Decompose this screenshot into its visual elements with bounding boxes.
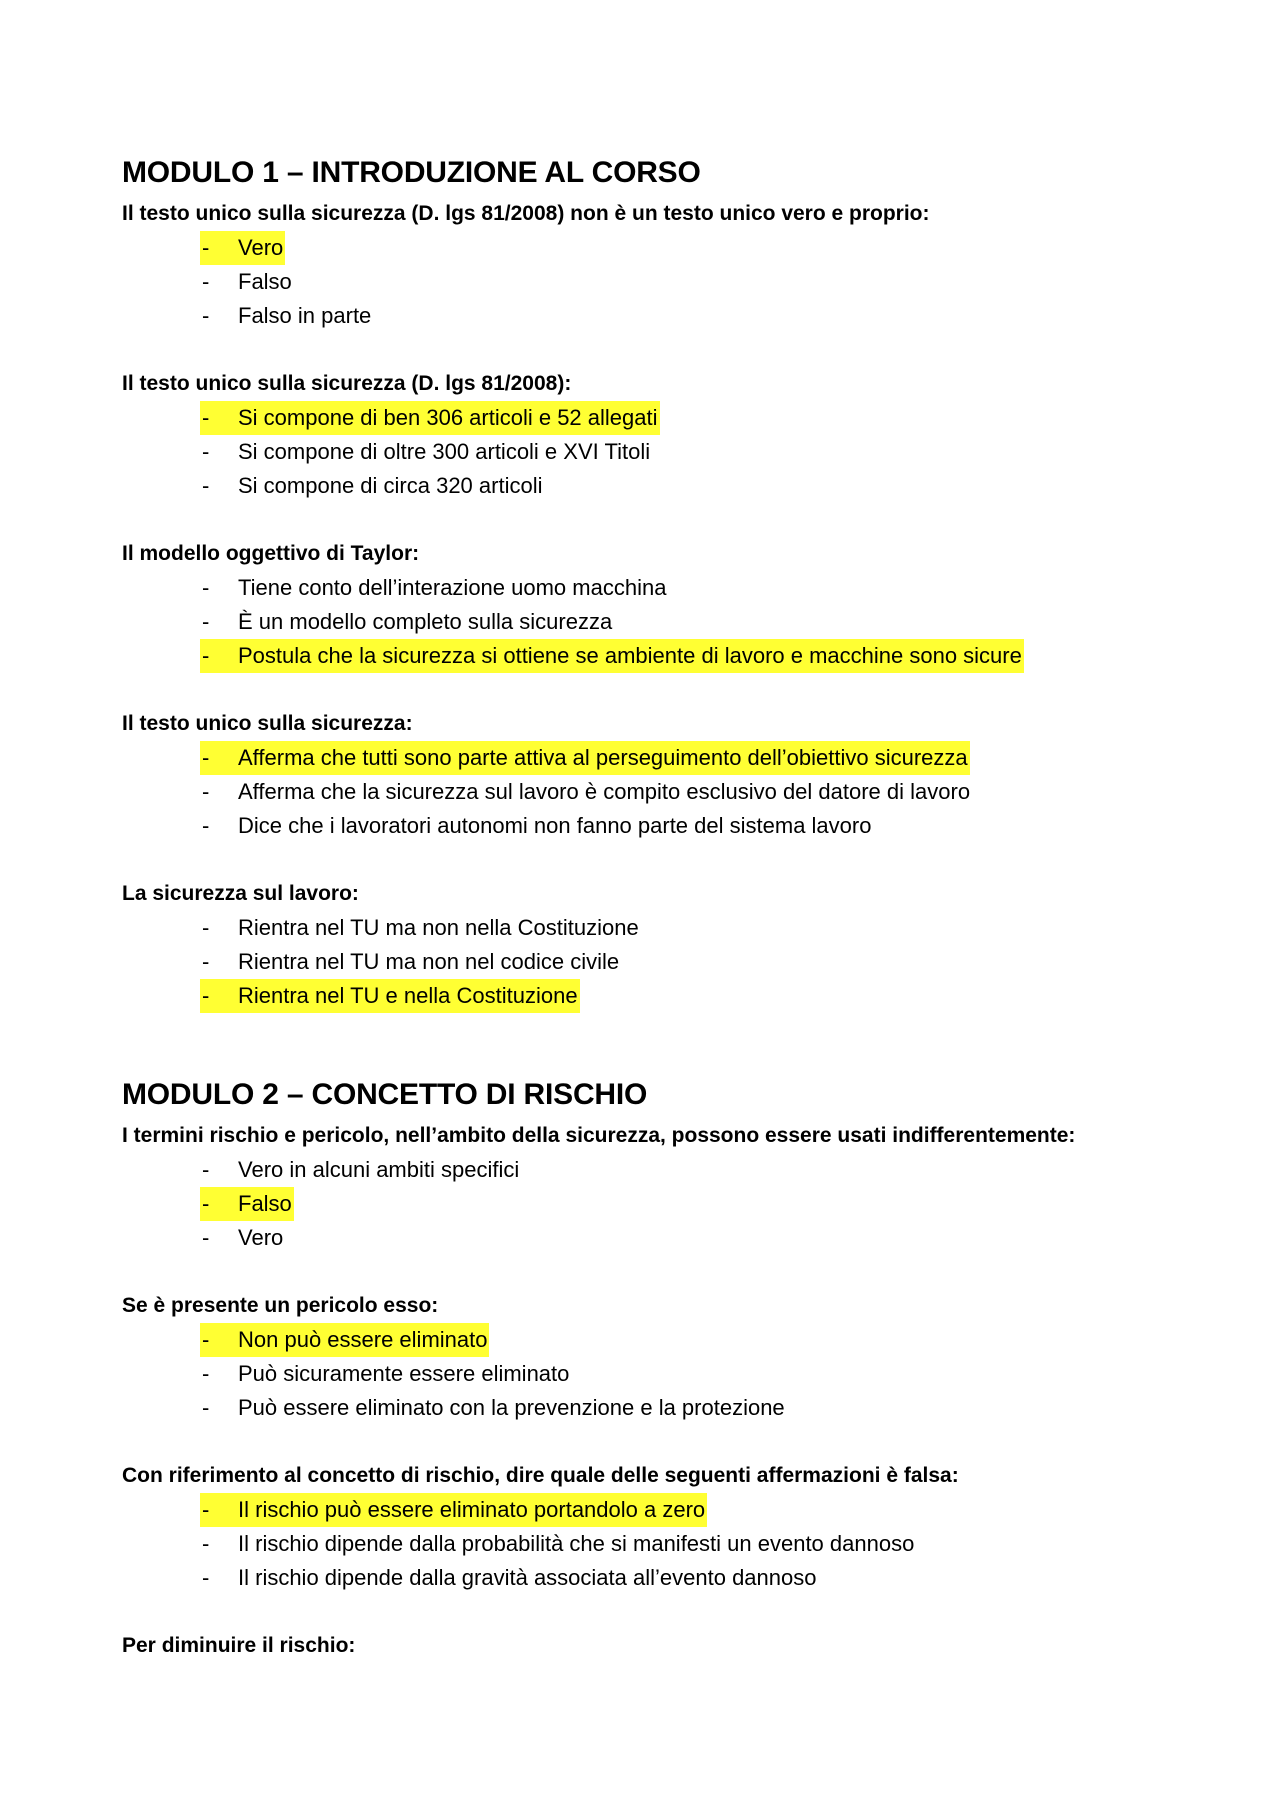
question bbox=[122, 877, 1220, 1013]
question-text: Il modello oggettivo di Taylor: bbox=[122, 542, 420, 565]
answer-list bbox=[122, 231, 1220, 333]
answer-text: Rientra nel TU ma non nel codice civile bbox=[238, 949, 620, 974]
question-text: Per diminuire il rischio: bbox=[122, 1634, 356, 1657]
answer-text: Si compone di oltre 300 articoli e XVI Titoli bbox=[238, 439, 651, 464]
answer bbox=[122, 1561, 1220, 1595]
question bbox=[122, 707, 1220, 843]
answer bbox=[122, 299, 1220, 333]
list-dash: - bbox=[202, 1531, 210, 1556]
answer-text: Afferma che tutti sono parte attiva al perseguimento dell’obiettivo sicurezza bbox=[238, 741, 970, 775]
answer-text: Postula che la sicurezza si ottiene se ambiente di lavoro e macchine sono sicure bbox=[238, 639, 1024, 673]
answer-text: Può essere eliminato con la prevenzione e la protezione bbox=[238, 1395, 785, 1420]
answer-correct bbox=[122, 401, 1220, 435]
question bbox=[122, 1289, 1220, 1425]
answer-correct bbox=[122, 1187, 1220, 1221]
answer-text: Rientra nel TU e nella Costituzione bbox=[238, 979, 580, 1013]
list-dash: - bbox=[200, 639, 238, 673]
answer-text: Falso bbox=[238, 269, 292, 294]
list-dash: - bbox=[202, 439, 210, 464]
module-1 bbox=[122, 155, 1220, 1013]
list-dash: - bbox=[202, 915, 210, 940]
list-dash: - bbox=[202, 575, 210, 600]
answer-text: È un modello completo sulla sicurezza bbox=[238, 609, 613, 634]
answer-text: Rientra nel TU ma non nella Costituzione bbox=[238, 915, 639, 940]
question-text: Con riferimento al concetto di rischio, dire quale delle seguenti affermazioni è falsa: bbox=[122, 1464, 959, 1487]
answer-list bbox=[122, 741, 1220, 843]
list-dash: - bbox=[200, 401, 238, 435]
answer-text: Falso bbox=[238, 1187, 294, 1221]
list-dash: - bbox=[202, 1395, 210, 1420]
answer-correct bbox=[122, 639, 1220, 673]
answer bbox=[122, 1391, 1220, 1425]
answer-text: Falso in parte bbox=[238, 303, 372, 328]
module-title: MODULO 2 – CONCETTO DI RISCHIO bbox=[122, 1078, 648, 1111]
answer-correct bbox=[122, 1493, 1220, 1527]
list-dash: - bbox=[202, 609, 210, 634]
answer bbox=[122, 469, 1220, 503]
list-dash: - bbox=[202, 813, 210, 838]
answer-text: Afferma che la sicurezza sul lavoro è compito esclusivo del datore di lavoro bbox=[238, 779, 971, 804]
list-dash: - bbox=[202, 949, 210, 974]
question-text: Il testo unico sulla sicurezza (D. lgs 81/2008) non è un testo unico vero e proprio: bbox=[122, 202, 930, 225]
module-title: MODULO 1 – INTRODUZIONE AL CORSO bbox=[122, 156, 701, 189]
answer-text: Dice che i lavoratori autonomi non fanno parte del sistema lavoro bbox=[238, 813, 872, 838]
answer-list bbox=[122, 1153, 1220, 1255]
list-dash: - bbox=[200, 979, 238, 1013]
list-dash: - bbox=[202, 1361, 210, 1386]
question bbox=[122, 1629, 1220, 1663]
answer-text: Vero in alcuni ambiti specifici bbox=[238, 1157, 520, 1182]
question bbox=[122, 1459, 1220, 1595]
answer-text: Tiene conto dell’interazione uomo macchina bbox=[238, 575, 667, 600]
answer-text: Si compone di ben 306 articoli e 52 allegati bbox=[238, 401, 660, 435]
answer-list bbox=[122, 911, 1220, 1013]
answer-text: Vero bbox=[238, 1225, 284, 1250]
answer bbox=[122, 435, 1220, 469]
list-dash: - bbox=[202, 303, 210, 328]
answer-correct bbox=[122, 979, 1220, 1013]
question bbox=[122, 1119, 1220, 1255]
list-dash: - bbox=[202, 779, 210, 804]
answer bbox=[122, 605, 1220, 639]
answer-text: Può sicuramente essere eliminato bbox=[238, 1361, 570, 1386]
list-dash: - bbox=[200, 231, 238, 265]
question-text: Il testo unico sulla sicurezza (D. lgs 81/2008): bbox=[122, 372, 572, 395]
answer bbox=[122, 1357, 1220, 1391]
question-text: Il testo unico sulla sicurezza: bbox=[122, 712, 413, 735]
list-dash: - bbox=[200, 741, 238, 775]
answer bbox=[122, 945, 1220, 979]
answer bbox=[122, 911, 1220, 945]
question bbox=[122, 367, 1220, 503]
answer-text: Si compone di circa 320 articoli bbox=[238, 473, 543, 498]
question-text: I termini rischio e pericolo, nell’ambito della sicurezza, possono essere usati indifferentemente: bbox=[122, 1124, 1076, 1147]
answer bbox=[122, 571, 1220, 605]
answer-list bbox=[122, 571, 1220, 673]
question-text: Se è presente un pericolo esso: bbox=[122, 1294, 439, 1317]
list-dash: - bbox=[202, 269, 210, 294]
answer-list bbox=[122, 1493, 1220, 1595]
answer-list bbox=[122, 401, 1220, 503]
answer-list bbox=[122, 1323, 1220, 1425]
answer bbox=[122, 1153, 1220, 1187]
answer-text: Non può essere eliminato bbox=[238, 1323, 489, 1357]
answer-text: Il rischio può essere eliminato portandolo a zero bbox=[238, 1493, 707, 1527]
answer-text: Il rischio dipende dalla probabilità che si manifesti un evento dannoso bbox=[238, 1531, 915, 1556]
module-2 bbox=[122, 1077, 1220, 1663]
list-dash: - bbox=[200, 1323, 238, 1357]
list-dash: - bbox=[200, 1187, 238, 1221]
question-text: La sicurezza sul lavoro: bbox=[122, 882, 359, 905]
answer-correct bbox=[122, 231, 1220, 265]
list-dash: - bbox=[200, 1493, 238, 1527]
question bbox=[122, 537, 1220, 673]
answer bbox=[122, 265, 1220, 299]
list-dash: - bbox=[202, 1225, 210, 1250]
list-dash: - bbox=[202, 473, 210, 498]
answer-correct bbox=[122, 1323, 1220, 1357]
question bbox=[122, 197, 1220, 333]
answer bbox=[122, 775, 1220, 809]
answer bbox=[122, 1221, 1220, 1255]
list-dash: - bbox=[202, 1157, 210, 1182]
answer-text: Vero bbox=[238, 231, 285, 265]
list-dash: - bbox=[202, 1565, 210, 1590]
answer-correct bbox=[122, 741, 1220, 775]
answer bbox=[122, 1527, 1220, 1561]
answer-text: Il rischio dipende dalla gravità associata all’evento dannoso bbox=[238, 1565, 817, 1590]
answer bbox=[122, 809, 1220, 843]
